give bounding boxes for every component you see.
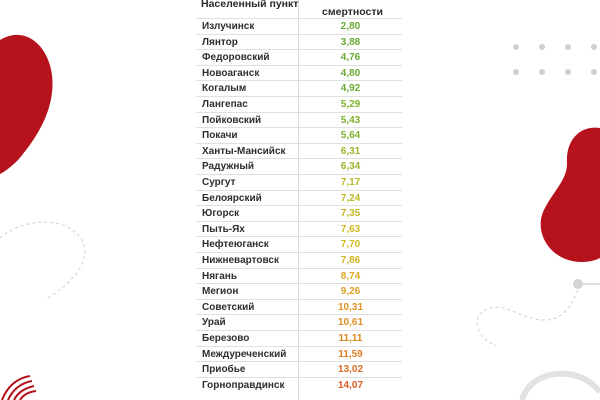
gray-dot-right xyxy=(573,279,583,289)
mortality-value: 7,86 xyxy=(340,255,361,266)
table-row xyxy=(196,330,402,346)
table-row xyxy=(196,96,402,112)
settlement-name: Ханты-Мансийск xyxy=(202,145,286,157)
settlement-name: Пойковский xyxy=(202,114,262,126)
settlement-name: Лянтор xyxy=(202,36,238,48)
table-row xyxy=(196,314,402,330)
mortality-value: 10,31 xyxy=(337,301,364,313)
column-header-mortality: смертности xyxy=(322,6,383,18)
settlement-name: Советский xyxy=(202,301,255,313)
settlement-name: Нягань xyxy=(202,270,237,282)
mortality-table xyxy=(196,0,402,400)
mortality-value: 13,02 xyxy=(337,364,364,376)
settlement-name: Мегион xyxy=(202,286,239,298)
dashed-curve-right xyxy=(477,290,578,345)
table-row xyxy=(196,34,402,50)
table-row xyxy=(196,283,402,299)
dashed-curve-left xyxy=(0,222,85,300)
table-row xyxy=(196,49,402,65)
mortality-value: 8,74 xyxy=(340,270,361,282)
settlement-name: Федоровский xyxy=(202,52,270,64)
table-row xyxy=(196,112,402,128)
mortality-value: 7,35 xyxy=(340,208,361,220)
table-row xyxy=(196,127,402,143)
table-row xyxy=(196,299,402,315)
settlement-name: Когалым xyxy=(202,83,247,95)
mortality-value: 3,88 xyxy=(340,36,361,48)
mortality-value: 9,26 xyxy=(340,286,361,298)
table-row xyxy=(196,65,402,81)
striped-arc-bottom-left xyxy=(2,376,36,400)
settlement-name: Приобье xyxy=(202,364,246,376)
red-blob-left xyxy=(0,35,52,174)
mortality-value: 5,29 xyxy=(340,99,361,110)
red-blob-right xyxy=(541,128,600,262)
mortality-value: 5,43 xyxy=(340,114,361,126)
settlement-name: Урай xyxy=(202,317,226,329)
mortality-value: 11,59 xyxy=(338,348,363,360)
settlement-name: Радужный xyxy=(202,161,255,173)
dots-grid-right xyxy=(513,44,597,75)
settlement-name: Пыть-Ях xyxy=(202,223,245,235)
table-row xyxy=(196,143,402,159)
settlement-name: Белоярский xyxy=(202,192,262,204)
column-header-settlement: Населенный пункт xyxy=(201,0,299,10)
table-row xyxy=(196,205,402,221)
table-row xyxy=(196,377,402,393)
settlement-name: Березово xyxy=(202,333,250,344)
settlement-name: Сургут xyxy=(202,177,236,188)
table-row xyxy=(196,268,402,284)
mortality-value: 4,76 xyxy=(340,52,361,64)
settlement-name: Югорск xyxy=(202,208,240,220)
mortality-value: 7,24 xyxy=(340,192,361,204)
table-row xyxy=(196,158,402,174)
settlement-name: Излучинск xyxy=(202,21,255,32)
table-row xyxy=(196,346,402,362)
table-row xyxy=(196,174,402,190)
settlement-name: Нефтеюганск xyxy=(202,239,269,251)
settlement-name: Нижневартовск xyxy=(202,255,279,266)
mortality-value: 7,70 xyxy=(340,239,361,251)
settlement-name: Междуреченский xyxy=(202,348,287,360)
mortality-value: 11,11 xyxy=(338,333,363,344)
table-row xyxy=(196,221,402,237)
mortality-value: 4,92 xyxy=(340,83,361,95)
settlement-name: Горноправдинск xyxy=(202,379,285,391)
settlement-name: Лангепас xyxy=(202,99,248,110)
table-row xyxy=(196,236,402,252)
mortality-value: 6,34 xyxy=(340,161,361,173)
mortality-value: 7,63 xyxy=(340,223,361,235)
mortality-value: 4,80 xyxy=(340,67,361,79)
mortality-value: 6,31 xyxy=(340,145,361,157)
settlement-name: Новоаганск xyxy=(202,67,260,79)
mortality-value: 14,07 xyxy=(337,379,364,391)
table-row xyxy=(196,80,402,96)
table-row xyxy=(196,252,402,268)
table-row xyxy=(196,18,402,34)
mortality-value: 5,64 xyxy=(340,130,361,142)
mortality-value: 10,61 xyxy=(337,317,364,329)
settlement-name: Покачи xyxy=(202,130,238,142)
gray-ring-bottom-right xyxy=(522,374,600,400)
mortality-value: 2,80 xyxy=(340,21,361,32)
table-row xyxy=(196,190,402,206)
mortality-value: 7,17 xyxy=(340,177,361,188)
table-row xyxy=(196,361,402,377)
